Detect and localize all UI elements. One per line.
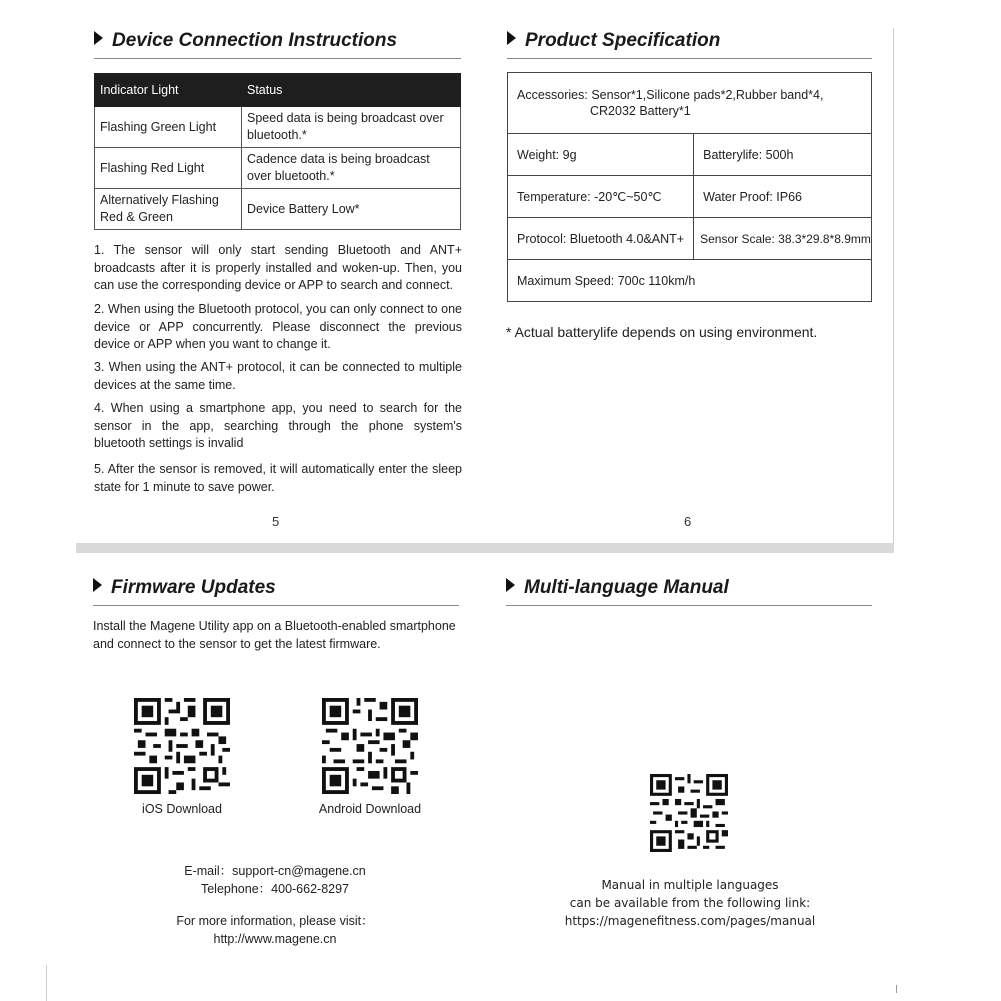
table-cell: Protocol: Bluetooth 4.0&ANT+ bbox=[508, 218, 694, 260]
firmware-title bbox=[93, 577, 276, 599]
email-text: E-mail：support-cn@magene.cn bbox=[184, 864, 366, 878]
section-triangle-icon bbox=[94, 31, 103, 45]
android-download-label: Android Download bbox=[318, 802, 422, 816]
product-spec-title-text: Product Specification bbox=[525, 30, 721, 51]
battery-note: * Actual batterylife depends on using environment. bbox=[506, 324, 818, 340]
table-cell: Temperature: -20℃~50℃ bbox=[508, 176, 694, 218]
ios-download-label: iOS Download bbox=[142, 802, 222, 816]
section-triangle-icon bbox=[506, 578, 515, 592]
table-row bbox=[508, 134, 872, 176]
manual-link[interactable]: https://magenefitness.com/pages/manual bbox=[564, 914, 816, 928]
firmware-title-text: Firmware Updates bbox=[111, 577, 276, 598]
table-header: Indicator Light bbox=[95, 74, 242, 107]
max-speed-cell: Maximum Speed: 700c 110km/h bbox=[508, 260, 872, 302]
page-edge bbox=[893, 28, 894, 548]
table-header-row bbox=[95, 74, 461, 107]
table-cell: Flashing Green Light bbox=[95, 107, 242, 148]
table-row bbox=[508, 176, 872, 218]
page-edge bbox=[46, 965, 47, 1001]
table-row bbox=[95, 148, 461, 189]
firmware-text: Install the Magene Utility app on a Bluetooth-enabled smartphone and connect to the sensor to get the latest firmware. bbox=[93, 619, 456, 651]
table-row bbox=[508, 218, 872, 260]
device-connection-title-text: Device Connection Instructions bbox=[112, 30, 398, 51]
table-row bbox=[95, 189, 461, 230]
indicator-table bbox=[94, 73, 461, 230]
product-spec-title bbox=[507, 30, 720, 52]
page-edge bbox=[896, 985, 897, 993]
ios-qr-code[interactable] bbox=[134, 698, 230, 794]
note-paragraph: 2. When using the Bluetooth protocol, you can only connect to one device or APP concurrently. Please disconnect the previous device or APP when you want to change it. bbox=[94, 302, 462, 351]
table-cell: Speed data is being broadcast over bluetooth.* bbox=[242, 107, 461, 148]
manual-text-block bbox=[535, 876, 845, 930]
note-paragraph: 1. The sensor will only start sending Bluetooth and ANT+ broadcasts after it is properly installed and woken-up. Then, you can use the corresponding device or APP to search and connect. bbox=[94, 243, 462, 292]
manual-title bbox=[506, 577, 729, 599]
note-paragraph: 3. When using the ANT+ protocol, it can be connected to multiple devices at the same time. bbox=[94, 360, 462, 392]
table-row bbox=[95, 107, 461, 148]
manual-line: Manual in multiple languages bbox=[601, 878, 779, 892]
title-underline bbox=[94, 58, 461, 59]
spec-table bbox=[507, 72, 872, 302]
contact-block bbox=[155, 862, 395, 898]
table-cell: Cadence data is being broadcast over bluetooth.* bbox=[242, 148, 461, 189]
more-info-block bbox=[155, 912, 395, 948]
page-number: 6 bbox=[684, 514, 692, 529]
table-cell: Flashing Red Light bbox=[95, 148, 242, 189]
table-header: Status bbox=[242, 74, 461, 107]
page-divider bbox=[76, 543, 894, 553]
table-row bbox=[508, 73, 872, 134]
telephone-text: Telephone：400-662-8297 bbox=[200, 882, 350, 896]
table-cell: Alternatively Flashing Red & Green bbox=[95, 189, 242, 230]
manual-title-text: Multi-language Manual bbox=[524, 577, 729, 598]
title-underline bbox=[507, 58, 872, 59]
android-qr-code[interactable] bbox=[322, 698, 418, 794]
table-cell: Batterylife: 500h bbox=[694, 134, 872, 176]
more-info-text: For more information, please visit： bbox=[176, 914, 374, 928]
title-underline bbox=[93, 605, 459, 606]
device-connection-title bbox=[94, 30, 397, 52]
accessories-line: Accessories: Sensor*1,Silicone pads*2,Rubber band*4, bbox=[517, 88, 824, 102]
section-triangle-icon bbox=[507, 31, 516, 45]
title-underline bbox=[506, 605, 872, 606]
manual-qr-code[interactable] bbox=[650, 774, 728, 852]
table-row bbox=[508, 260, 872, 302]
website-link[interactable]: http://www.magene.cn bbox=[213, 932, 337, 946]
note-paragraph: 5. After the sensor is removed, it will automatically enter the sleep state for 1 minute to save power. bbox=[94, 462, 462, 494]
accessories-cell bbox=[508, 73, 872, 134]
manual-line: can be available from the following link: bbox=[569, 896, 811, 910]
accessories-line: CR2032 Battery*1 bbox=[590, 104, 691, 118]
table-cell: Water Proof: IP66 bbox=[694, 176, 872, 218]
note-paragraph: 4. When using a smartphone app, you need to search for the sensor in the app, searching through the phone system's bluetooth settings is invalid bbox=[94, 401, 462, 450]
table-cell: Sensor Scale: 38.3*29.8*8.9mm bbox=[694, 218, 872, 260]
section-triangle-icon bbox=[93, 578, 102, 592]
table-cell: Weight: 9g bbox=[508, 134, 694, 176]
page-number: 5 bbox=[272, 514, 280, 529]
table-cell: Device Battery Low* bbox=[242, 189, 461, 230]
